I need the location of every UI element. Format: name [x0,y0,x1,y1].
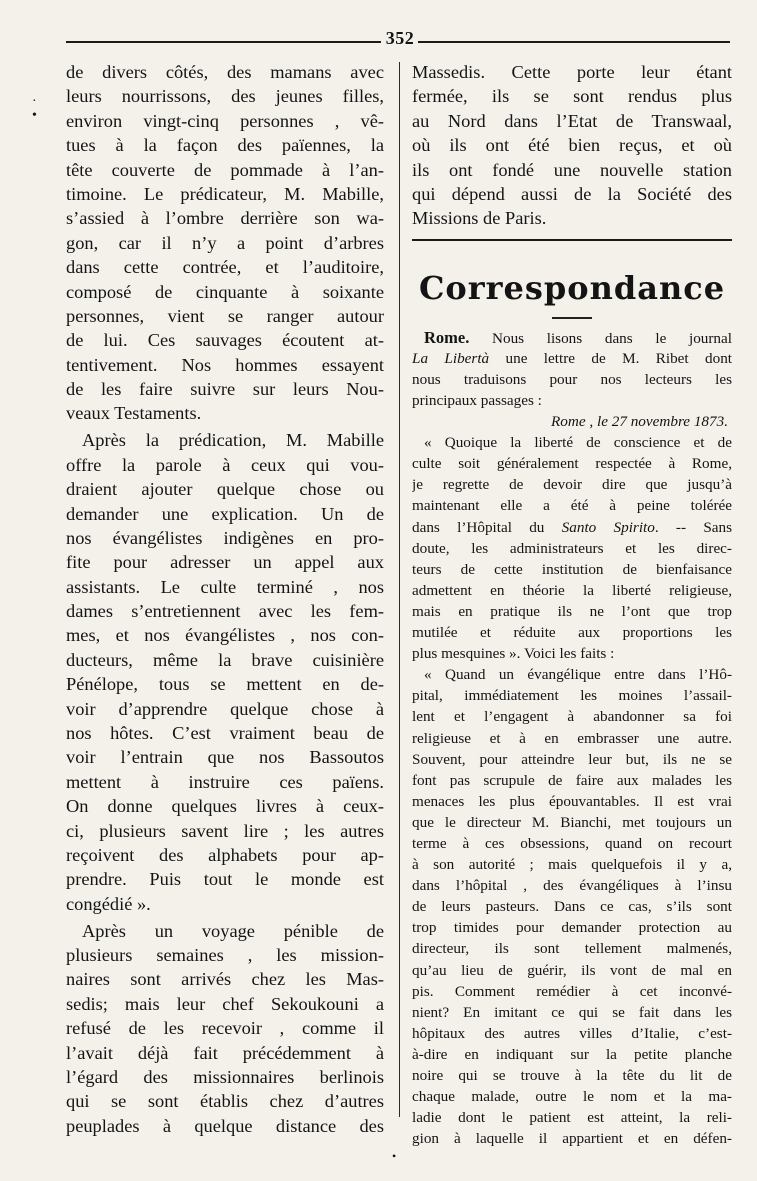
text-line: admettent en théorie la liberté religieuse, [412,581,732,599]
text-line: hôpitaux des autres villes d’Italie, c’est- [412,1024,732,1042]
intro-line: Rome. Nous lisons dans le journal [424,327,732,347]
text-line: nos hôtes. C’est vraiment beau de [66,723,384,744]
text-line: fermée, ils se sont rendus plus [412,86,732,107]
text-line: font pas scrupule de faire aux malades les [412,771,732,789]
text-line: Souvent, pour atteindre leur but, ils ne se [412,750,732,768]
letter-dateline: Rome , le 27 novembre 1873. [551,413,728,431]
text-line: gon, car il n’y a point d’arbres [66,232,384,253]
intro-line: principaux passages : [412,392,542,410]
text-line: mettent à instruire ces païens. [66,771,384,792]
text-line: timoine. Le prédicateur, M. Mabille, [66,183,384,204]
hospital-name: Santo Spirito [561,518,655,536]
header-rule-right [418,41,730,43]
text-line: composé de cinquante à soixante [66,281,384,302]
text-line: religieuse et à en embrasser une autre. [412,729,732,747]
text-line: congédié ». [66,893,151,914]
text-line: tues à la façon des païennes, la [66,135,384,156]
text-line: Massedis. Cette porte leur étant [412,62,732,82]
text-line: voir l’entrain que nos Bassoutos [66,747,384,768]
text-line: plusieurs semaines , les mission- [66,945,384,966]
section-separator-rule [412,239,732,241]
dateline-place: Rome. [424,327,470,347]
text-line: que le directeur M. Bianchi, met toujours un [412,813,732,831]
text-line: dans cette contrée, et l’auditoire, [66,257,384,278]
text-line: mes, et nos évangélistes , nos con- [66,625,384,646]
text-line: ducteurs, même la brave cuisinière [66,649,384,670]
text-line: l’égard des missionnaires berlinois [66,1067,384,1088]
header-rule-left [66,41,381,43]
section-title: Correspondance [418,268,726,307]
title-dash-rule [552,317,592,321]
text-line: ci, plusieurs savent lire ; les autres [66,820,384,841]
newspaper-title: La Libertà [412,349,490,367]
right-column [412,60,732,1149]
text-line: Missions de Paris. [412,208,547,229]
text-line: environ vingt-cinq personnes , vê- [66,110,384,131]
text-line: l’avait déjà fait précédemment à [66,1042,384,1063]
intro-line: nous traduisons pour nos lecteurs les [412,370,732,388]
text-line: de leurs pasteurs. Dans ce cas, s’ils sont [412,898,732,916]
text-line: chaque malade, outre le nom et la ma- [412,1088,732,1106]
text-line: où ils ont été bien reçus, et où [412,135,732,156]
text-line: trop timides pour demander protection au [412,919,732,937]
page-number: 352 [385,28,415,48]
text-line: voir d’apprendre quelque chose à [66,698,384,719]
text-line: menaces les plus épouvantables. Il est vrai [412,792,732,810]
text-line: de les faire suivre sur leurs Nou- [66,379,384,400]
text-line: terme à ces obsessions, quand on recourt [412,834,732,852]
text-line: naires sont arrivés chez les Mas- [66,969,384,990]
text-line: Après la prédication, M. Mabille [82,430,384,451]
text-line: noire qui se trouve à la tête du lit de [412,1067,732,1085]
margin-specks: · • [32,94,37,123]
bottom-speck: • [392,1149,397,1163]
text-line: plus mesquines ». Voici les faits : [412,645,615,663]
text-line: dans l’Hôpital du Santo Spirito. -- Sans [412,518,732,536]
text-line: pital, immédiatement les moines l’assail- [412,687,732,705]
text-line: mutilée et réduite aux proportions les [412,624,732,642]
text-line: refusé de les recevoir , comme il [66,1018,384,1039]
text-line: veaux Testaments. [66,403,202,424]
text-line: directeur, ils sont tellement malmenés, [412,940,732,958]
intro-line: La Libertà une lettre de M. Ribet dont [412,349,732,367]
text-line: Pénélope, tous se mettent en de- [66,674,384,695]
text-line: à-dire en indiquant sur la petite planche [412,1045,732,1063]
text-line: tentivement. Nos hommes essayent [66,354,384,375]
text-line: leurs nourrissons, des jeunes filles, [66,86,384,107]
text-line: fite pour adresser un appel aux [66,552,384,573]
text-line: gion à laquelle il appartient et en défen- [412,1130,732,1148]
text-line: ladie dont le patient est atteint, la reli- [412,1109,732,1127]
text-line: personnes, vient se ranger autour [66,305,384,326]
text-line: lent et l’engagent à abandonner sa foi [412,708,732,726]
text-line: « Quoique la liberté de conscience et de [424,434,732,452]
text-line: qui dépend aussi de la Société des [412,183,732,204]
text-line: ils ont fondé une nouvelle station [412,159,732,180]
column-divider [399,62,400,1117]
text-line: prendre. Puis tout le monde est [66,869,384,890]
text-line: qu’au lieu de guérir, ils vont de mal en [412,961,732,979]
text-line: pis. Comment remédier à cet inconvé- [412,982,732,1000]
text-line: sedis; mais leur chef Sekoukouni a [66,993,384,1014]
text-line: qui se sont établis chez d’autres [66,1091,384,1112]
text-line: Après un voyage pénible de [82,920,384,941]
text-line: doute, les administrateurs et les direc- [412,539,732,557]
text-line: maintenant elle a été à peine tolérée [412,497,732,515]
text-line: dames s’entretiennent avec les fem- [66,601,384,622]
text-line: dans l’hôpital , des évangéliques à l’insu [412,877,732,895]
text-line: de lui. Ces sauvages écoutent at- [66,330,384,351]
text-line: reçoivent des alphabets pour ap- [66,845,384,865]
text-line: offre la parole à ceux qui vou- [66,454,384,475]
text-line: peuplades à quelque distance des [66,1115,384,1136]
text-line: nos évangélistes indigènes en pro- [66,527,384,548]
text-line: On donne quelques livres à ceux- [66,796,384,817]
text-line: au Nord dans l’Etat de Transwaal, [412,110,732,131]
text-line: culte soit généralement respectée à Rome, [412,455,732,473]
text-line: teurs de cette institution de bienfaisance [412,560,732,578]
text-line: s’assied à l’ombre derrière son wa- [66,208,384,229]
text-line: assistants. Le culte terminé , nos [66,576,384,597]
text-line: « Quand un évangélique entre dans l’Hô- [424,666,732,684]
text-line: nient? En imitant ce qui se fait dans les [412,1003,732,1021]
text-line: demander une explication. Un de [66,503,384,524]
text-line: de divers côtés, des mamans avec [66,62,384,82]
text-line: tête couverte de pommade à l’an- [66,159,384,180]
text-line: je regrette de devoir dire que jusqu’à [412,476,732,494]
text-line: draient ajouter quelque chose ou [66,479,384,500]
text-line: à son autorité ; mais quelquefois il y a, [412,856,732,874]
text-line: mais en pratique ils ne l’ont que trop [412,602,732,620]
left-column [66,60,384,1138]
